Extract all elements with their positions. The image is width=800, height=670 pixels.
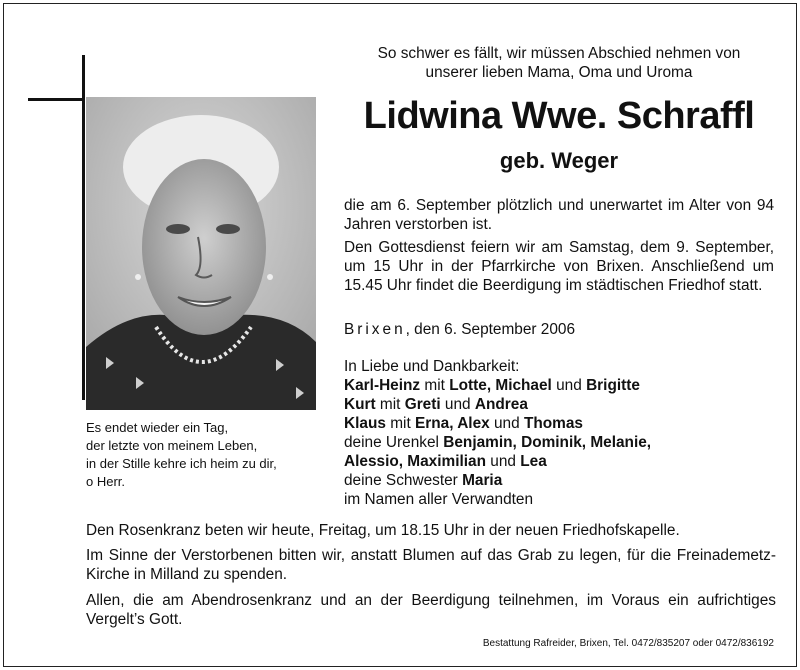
mourner-name: Erna, Alex: [415, 415, 490, 432]
mourner-joiner: deine Urenkel: [344, 434, 444, 451]
poem-line: in der Stille kehre ich heim zu dir,: [86, 456, 277, 471]
poem-line: Es endet wieder ein Tag,: [86, 420, 229, 435]
donation-text: Im Sinne der Verstorbenen bitten wir, anstatt Blumen auf das Grab zu legen, für die Freinademetz-Kirche in Milland zu spenden.: [86, 547, 776, 583]
mourner-joiner: und: [489, 415, 524, 432]
mourner-joiner: mit: [420, 377, 450, 394]
portrait-photo: [86, 97, 316, 410]
cross-icon-horizontal: [28, 98, 84, 101]
place-date: [344, 320, 774, 339]
mourner-name: Lea: [520, 453, 547, 470]
funeral-home-footer: Bestattung Rafreider, Brixen, Tel. 0472/835207 oder 0472/836192: [482, 638, 774, 649]
mourners-closing: im Namen aller Verwandten: [344, 491, 534, 508]
mourner-name: Kurt: [344, 396, 376, 413]
rosary-text: Den Rosenkranz beten wir heute, Freitag, um 18.15 Uhr in der neuen Friedhofskapelle.: [86, 522, 680, 539]
mourners-line: [344, 395, 774, 414]
cross-icon-vertical: [82, 55, 85, 400]
poem: [86, 419, 326, 491]
poem-line: o Herr.: [86, 474, 126, 489]
place-date-text: , den 6. September 2006: [405, 321, 576, 338]
mourners-line: [344, 433, 774, 452]
poem-line: der letzte von meinem Leben,: [86, 438, 258, 453]
mourner-name: Alessio, Maximilian: [344, 453, 486, 470]
maiden-name: geb. Weger: [499, 148, 619, 173]
mourner-name: Karl-Heinz: [344, 377, 421, 394]
deceased-name: Lidwina Wwe. Schraffl: [363, 95, 755, 137]
mourners-line: [344, 471, 774, 490]
intro-text: [344, 44, 774, 82]
mourner-joiner: und: [551, 377, 587, 394]
thanks-text: Allen, die am Abendrosenkranz und an der Beerdigung teilnehmen, im Voraus ein aufrichtiges Vergelt’s Gott.: [86, 592, 776, 628]
mourner-name: Greti: [404, 396, 441, 413]
mourner-name: Benjamin, Dominik, Melanie,: [443, 434, 652, 451]
mourner-name: Lotte, Michael: [449, 377, 552, 394]
mourner-name: Klaus: [344, 415, 386, 432]
intro-line: So schwer es fällt, wir müssen Abschied nehmen von: [377, 45, 741, 62]
mourners-list: [344, 357, 774, 509]
mourner-joiner: und: [440, 396, 475, 413]
mourners-line: [344, 414, 774, 433]
intro-line: unserer lieben Mama, Oma und Uroma: [425, 64, 693, 81]
mourner-joiner: mit: [385, 415, 415, 432]
funeral-paragraph: Den Gottesdienst feiern wir am Samstag, dem 9. September, um 15 Uhr in der Pfarrkirche von Brixen. Anschließend um 15.45 Uhr findet die Beerdigung im städtischen Friedhof statt.: [344, 239, 774, 294]
mourner-name: Brigitte: [586, 377, 640, 394]
mourner-name: Maria: [462, 472, 503, 489]
mourners-line: [344, 376, 774, 395]
mourners-line: [344, 452, 774, 471]
mourners-intro: In Liebe und Dankbarkeit:: [344, 358, 520, 375]
death-paragraph: die am 6. September plötzlich und unerwartet im Alter von 94 Jahren verstorben ist.: [344, 197, 774, 233]
mourner-name: Thomas: [523, 415, 583, 432]
mourner-joiner: und: [486, 453, 521, 470]
mourner-joiner: deine Schwester: [344, 472, 463, 489]
place-town: Brixen: [344, 321, 406, 338]
mourner-name: Andrea: [474, 396, 528, 413]
mourner-joiner: mit: [375, 396, 405, 413]
